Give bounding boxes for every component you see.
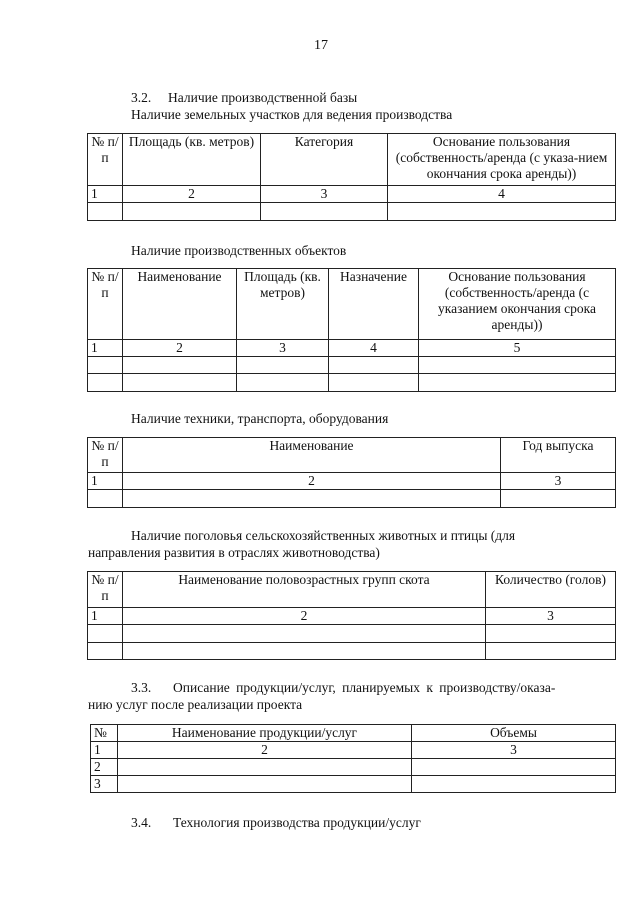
table-cell xyxy=(501,490,616,508)
table-cell xyxy=(412,759,616,776)
table-cell xyxy=(329,357,419,374)
table-cell xyxy=(419,357,616,374)
section-3-3-text-line2: нию услуг после реализации проекта xyxy=(88,697,303,712)
table-cell: 2 xyxy=(123,186,261,203)
table-cell: 2 xyxy=(91,759,118,776)
header-cell: Наименование xyxy=(123,269,237,340)
table-row xyxy=(88,340,616,357)
equipment-table xyxy=(87,437,616,508)
table-row xyxy=(88,473,616,490)
table-cell: 3 xyxy=(501,473,616,490)
table-cell: 1 xyxy=(88,340,123,357)
header-cell: Наименование xyxy=(123,438,501,473)
header-cell: № п/п xyxy=(88,134,123,186)
table-cell: 4 xyxy=(329,340,419,357)
header-cell: Основание пользования (собственность/аренда (с указа-нием окончания срока аренды)) xyxy=(388,134,616,186)
table-cell xyxy=(88,625,123,643)
table-row xyxy=(88,203,616,221)
livestock-title-line1: Наличие поголовья сельскохозяйственных животных и птицы (для xyxy=(131,528,516,543)
header-cell: Основание пользования (собственность/аренда (с указанием окончания срока аренды)) xyxy=(419,269,616,340)
table-cell: 3 xyxy=(412,742,616,759)
table-cell xyxy=(88,643,123,660)
table-header-row xyxy=(91,725,616,742)
table-row xyxy=(88,374,616,392)
table-cell xyxy=(486,625,616,643)
table-row xyxy=(91,759,616,776)
header-cell: № xyxy=(91,725,118,742)
production-objects-table xyxy=(87,268,616,392)
table-cell xyxy=(123,490,501,508)
table-row xyxy=(88,186,616,203)
table-cell: 2 xyxy=(123,340,237,357)
table-header-row xyxy=(88,269,616,340)
livestock-title-line2: направления развития в отраслях животноводства) xyxy=(88,545,380,560)
table-header-row xyxy=(88,134,616,186)
table-cell xyxy=(123,625,486,643)
header-cell: № п/п xyxy=(88,572,123,608)
table-cell xyxy=(237,357,329,374)
table-cell: 2 xyxy=(123,473,501,490)
section-3-3-text-line1: Описание продукции/услуг, планируемых к производству/оказа- xyxy=(173,680,556,695)
table-header-row xyxy=(88,572,616,608)
table-cell xyxy=(261,203,388,221)
table-cell: 1 xyxy=(88,608,123,625)
table-cell: 2 xyxy=(118,742,412,759)
products-table xyxy=(90,724,616,793)
header-cell: Наименование половозрастных групп скота xyxy=(123,572,486,608)
table-row xyxy=(88,357,616,374)
table-cell: 3 xyxy=(486,608,616,625)
header-cell: Назначение xyxy=(329,269,419,340)
table-cell xyxy=(388,203,616,221)
table-row xyxy=(91,742,616,759)
table-cell: 1 xyxy=(91,742,118,759)
table-cell xyxy=(123,357,237,374)
table-header-row xyxy=(88,438,616,473)
equipment-title: Наличие техники, транспорта, оборудования xyxy=(131,411,389,426)
table-cell: 3 xyxy=(237,340,329,357)
table-cell xyxy=(329,374,419,392)
table-cell xyxy=(88,490,123,508)
table-row xyxy=(88,625,616,643)
table-cell: 2 xyxy=(123,608,486,625)
table-cell xyxy=(123,203,261,221)
table-cell xyxy=(88,357,123,374)
table-cell: 3 xyxy=(261,186,388,203)
table-cell xyxy=(237,374,329,392)
header-cell: Площадь (кв. метров) xyxy=(237,269,329,340)
table-row xyxy=(88,643,616,660)
header-cell: Год выпуска xyxy=(501,438,616,473)
land-plots-title: Наличие земельных участков для ведения производства xyxy=(131,107,453,122)
table-row xyxy=(88,490,616,508)
header-cell: Категория xyxy=(261,134,388,186)
table-row xyxy=(91,776,616,793)
table-row xyxy=(88,608,616,625)
page-number: 17 xyxy=(314,38,328,53)
production-objects-title: Наличие производственных объектов xyxy=(131,243,347,258)
header-cell: Объемы xyxy=(412,725,616,742)
table-cell xyxy=(118,759,412,776)
header-cell: Площадь (кв. метров) xyxy=(123,134,261,186)
table-cell xyxy=(486,643,616,660)
header-cell: № п/п xyxy=(88,269,123,340)
table-cell xyxy=(123,643,486,660)
table-cell xyxy=(118,776,412,793)
table-cell xyxy=(123,374,237,392)
table-cell xyxy=(419,374,616,392)
section-3-2-number: 3.2. xyxy=(131,90,152,105)
livestock-table xyxy=(87,571,616,660)
table-cell: 1 xyxy=(88,186,123,203)
table-cell: 1 xyxy=(88,473,123,490)
table-cell xyxy=(88,203,123,221)
table-cell xyxy=(412,776,616,793)
land-plots-table xyxy=(87,133,616,221)
section-3-2-title: Наличие производственной базы xyxy=(168,90,358,105)
table-cell: 4 xyxy=(388,186,616,203)
header-cell: Наименование продукции/услуг xyxy=(118,725,412,742)
header-cell: Количество (голов) xyxy=(486,572,616,608)
header-cell: № п/п xyxy=(88,438,123,473)
section-3-3-number: 3.3. xyxy=(131,680,152,695)
section-3-4-title: Технология производства продукции/услуг xyxy=(173,815,421,830)
section-3-4-number: 3.4. xyxy=(131,815,152,830)
table-cell: 3 xyxy=(91,776,118,793)
table-cell xyxy=(88,374,123,392)
table-cell: 5 xyxy=(419,340,616,357)
